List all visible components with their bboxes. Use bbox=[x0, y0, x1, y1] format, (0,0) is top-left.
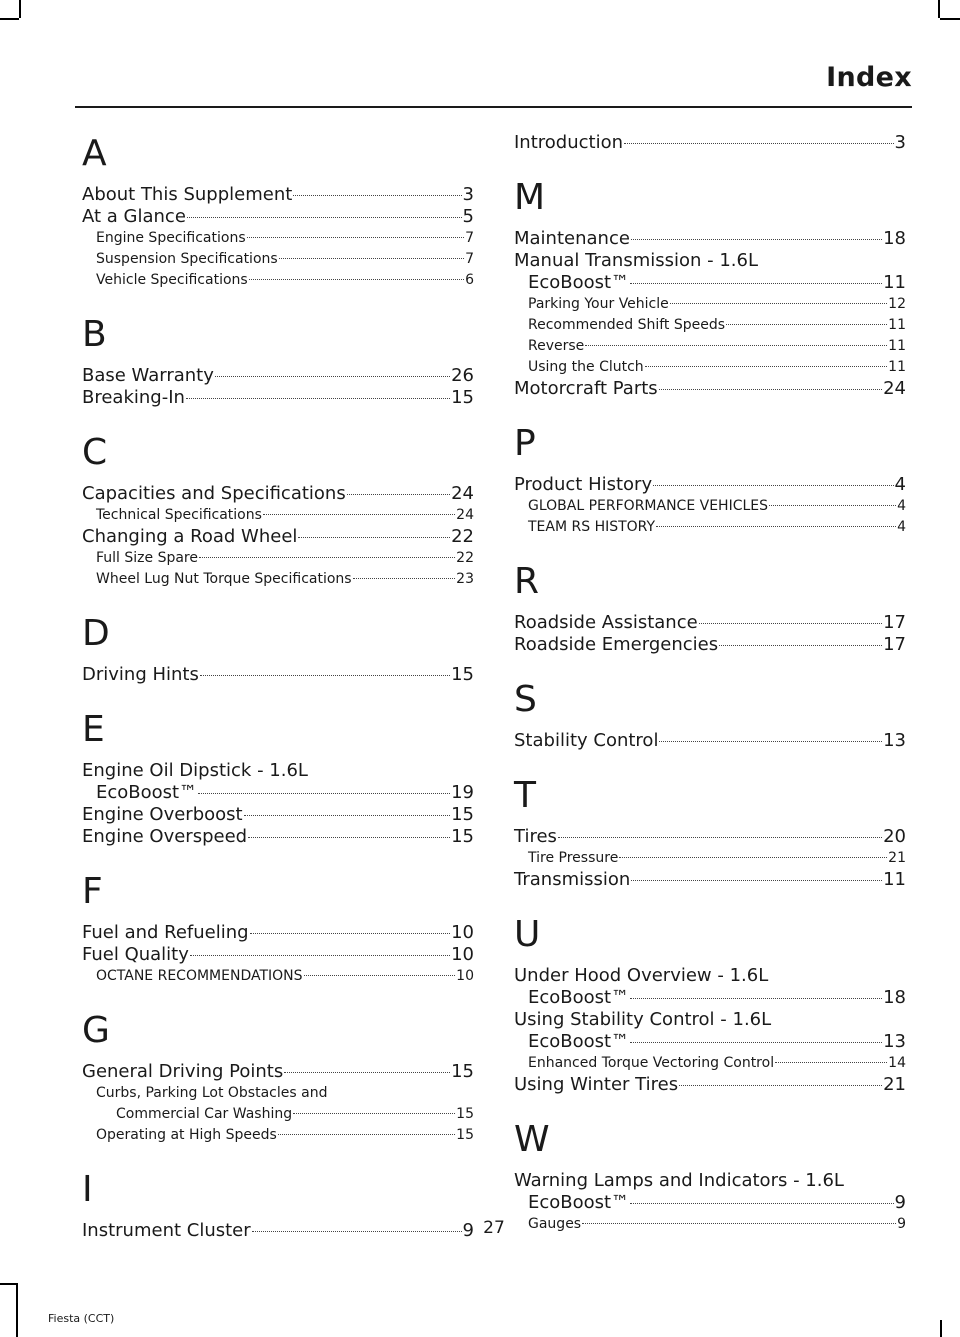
index-group bbox=[82, 1009, 474, 1146]
index-entry-text: Under Hood Overview - 1.6L bbox=[514, 965, 769, 986]
dot-leader bbox=[186, 398, 450, 399]
index-entry-text: GLOBAL PERFORMANCE VEHICLES bbox=[528, 498, 769, 514]
index-entry-continuation: EcoBoost™ bbox=[528, 1031, 630, 1052]
index-group bbox=[514, 774, 906, 891]
section-letter: W bbox=[514, 1119, 550, 1160]
index-entry-text: Engine Oil Dipstick - 1.6L bbox=[82, 760, 308, 781]
index-entry bbox=[514, 1031, 906, 1053]
index-entry-text: Engine Overboost bbox=[82, 804, 243, 825]
index-page-ref: 15 bbox=[451, 664, 474, 685]
index-page-ref: 17 bbox=[883, 612, 906, 633]
index-entry-text: Wheel Lug Nut Torque Specifications bbox=[96, 571, 352, 587]
index-entry-text: Gauges bbox=[528, 1216, 582, 1232]
index-entry-text: Warning Lamps and Indicators - 1.6L bbox=[514, 1170, 844, 1191]
dot-leader bbox=[263, 514, 455, 515]
index-page-ref: 24 bbox=[883, 378, 906, 399]
index-entry-text: Technical Specifications bbox=[96, 507, 262, 523]
index-group bbox=[514, 560, 906, 656]
index-group bbox=[514, 422, 906, 538]
index-page-ref: 11 bbox=[888, 317, 906, 333]
index-page-ref: 24 bbox=[456, 507, 474, 523]
index-page-ref: 10 bbox=[451, 944, 474, 965]
index-page-ref: 10 bbox=[451, 922, 474, 943]
index-entry-text: About This Supplement bbox=[82, 184, 293, 205]
index-entry bbox=[82, 270, 474, 291]
index-entry-text: Recommended Shift Speeds bbox=[528, 317, 726, 333]
dot-leader bbox=[670, 303, 887, 304]
index-entry bbox=[514, 1074, 906, 1096]
index-page-ref: 18 bbox=[883, 987, 906, 1008]
crop-mark bbox=[0, 18, 19, 20]
index-page-ref: 3 bbox=[462, 184, 474, 205]
dot-leader bbox=[653, 485, 893, 486]
index-entry bbox=[514, 1053, 906, 1074]
index-entry bbox=[514, 336, 906, 357]
section-letter: R bbox=[514, 561, 540, 602]
index-entry-text: Using Stability Control - 1.6L bbox=[514, 1009, 772, 1030]
index-page-ref: 7 bbox=[465, 251, 474, 267]
index-entry bbox=[82, 206, 474, 228]
section-letter: I bbox=[82, 1169, 93, 1210]
index-entry-text: Introduction bbox=[514, 132, 624, 153]
index-entry bbox=[82, 1125, 474, 1146]
index-entry-continuation: Commercial Car Washing bbox=[116, 1106, 293, 1122]
index-entry bbox=[514, 634, 906, 656]
index-entry-continuation: EcoBoost™ bbox=[528, 987, 630, 1008]
index-entry-text: Using the Clutch bbox=[528, 359, 644, 375]
index-entry bbox=[514, 496, 906, 517]
dot-leader bbox=[630, 998, 882, 999]
dot-leader bbox=[298, 537, 450, 538]
dot-leader bbox=[248, 837, 450, 838]
index-entry-text: Changing a Road Wheel bbox=[82, 526, 298, 547]
index-entry-text: Fuel and Refueling bbox=[82, 922, 249, 943]
index-page-ref: 26 bbox=[451, 365, 474, 386]
index-page-ref: 6 bbox=[465, 272, 474, 288]
index-entry bbox=[514, 294, 906, 315]
index-entry-text: Curbs, Parking Lot Obstacles and bbox=[96, 1085, 328, 1101]
dot-leader bbox=[187, 217, 462, 218]
index-column-left bbox=[82, 132, 474, 1264]
index-entry bbox=[82, 387, 474, 409]
dot-leader bbox=[645, 366, 888, 367]
index-entry bbox=[514, 987, 906, 1009]
index-page-ref: 11 bbox=[888, 359, 906, 375]
index-entry bbox=[82, 548, 474, 569]
dot-leader bbox=[656, 526, 896, 527]
index-entry bbox=[514, 517, 906, 538]
index-page-ref: 15 bbox=[451, 1061, 474, 1082]
section-letter: T bbox=[514, 775, 536, 816]
dot-leader bbox=[630, 283, 882, 284]
index-entry-text: Stability Control bbox=[514, 730, 659, 751]
index-page-ref: 22 bbox=[451, 526, 474, 547]
index-page-ref: 4 bbox=[897, 498, 906, 514]
index-page-ref: 10 bbox=[456, 968, 474, 984]
index-group bbox=[514, 132, 906, 154]
index-entry-text: Fuel Quality bbox=[82, 944, 189, 965]
index-entry bbox=[514, 848, 906, 869]
index-entry bbox=[82, 1061, 474, 1083]
crop-mark bbox=[940, 18, 960, 20]
index-entry-text: At a Glance bbox=[82, 206, 186, 227]
dot-leader bbox=[249, 279, 464, 280]
index-page-ref: 11 bbox=[888, 338, 906, 354]
section-letter: S bbox=[514, 679, 537, 720]
index-group bbox=[82, 870, 474, 987]
index-entry-text: Full Size Spare bbox=[96, 550, 198, 566]
dot-leader bbox=[244, 815, 451, 816]
index-page-ref: 24 bbox=[451, 483, 474, 504]
index-entry-text: Operating at High Speeds bbox=[96, 1127, 277, 1143]
page-number: 27 bbox=[483, 1218, 505, 1238]
index-entry bbox=[514, 132, 906, 154]
index-entry-text: Parking Your Vehicle bbox=[528, 296, 669, 312]
section-letter: C bbox=[82, 432, 108, 473]
index-entry bbox=[82, 365, 474, 387]
index-entry-text: Driving Hints bbox=[82, 664, 199, 685]
index-entry-text: Reverse bbox=[528, 338, 585, 354]
index-entry bbox=[514, 869, 906, 891]
index-page-ref: 14 bbox=[888, 1055, 906, 1071]
dot-leader bbox=[726, 324, 887, 325]
dot-leader bbox=[659, 741, 882, 742]
dot-leader bbox=[719, 645, 882, 646]
index-group bbox=[82, 132, 474, 291]
dot-leader bbox=[558, 837, 882, 838]
dot-leader bbox=[619, 857, 887, 858]
page-title: Index bbox=[826, 62, 912, 93]
index-column-right bbox=[514, 132, 906, 1257]
index-group bbox=[514, 176, 906, 400]
index-page-ref: 22 bbox=[456, 550, 474, 566]
index-entry-text: Vehicle Specifications bbox=[96, 272, 248, 288]
index-page-ref: 15 bbox=[456, 1127, 474, 1143]
index-entry bbox=[82, 826, 474, 848]
crop-mark bbox=[16, 1283, 18, 1337]
index-entry-text: Capacities and Specifications bbox=[82, 483, 346, 504]
index-page-ref: 9 bbox=[894, 1192, 906, 1213]
section-letter: A bbox=[82, 133, 107, 174]
index-entry bbox=[82, 664, 474, 686]
dot-leader bbox=[659, 389, 882, 390]
index-entry bbox=[82, 526, 474, 548]
dot-leader bbox=[699, 623, 882, 624]
index-entry bbox=[514, 272, 906, 294]
dot-leader bbox=[304, 975, 456, 976]
index-group bbox=[514, 913, 906, 1096]
index-entry-text: Tires bbox=[514, 826, 557, 847]
dot-leader bbox=[624, 143, 894, 144]
index-entry-text: Roadside Assistance bbox=[514, 612, 698, 633]
index-entry-text: Breaking-In bbox=[82, 387, 185, 408]
section-letter: B bbox=[82, 314, 107, 355]
title-rule bbox=[75, 106, 912, 108]
index-page-ref: 15 bbox=[451, 804, 474, 825]
dot-leader bbox=[250, 933, 451, 934]
index-page-ref: 21 bbox=[888, 850, 906, 866]
index-group bbox=[82, 612, 474, 686]
dot-leader bbox=[198, 793, 450, 794]
index-page-ref: 5 bbox=[462, 206, 474, 227]
index-entry bbox=[514, 474, 906, 496]
index-group bbox=[514, 678, 906, 752]
index-entry bbox=[514, 228, 906, 250]
index-page-ref: 21 bbox=[883, 1074, 906, 1095]
dot-leader bbox=[353, 578, 456, 579]
index-entry-continuation: EcoBoost™ bbox=[528, 1192, 630, 1213]
index-entry-text: Base Warranty bbox=[82, 365, 214, 386]
crop-mark bbox=[940, 1320, 942, 1337]
index-entry bbox=[514, 357, 906, 378]
dot-leader bbox=[679, 1085, 882, 1086]
index-entry-text: Manual Transmission - 1.6L bbox=[514, 250, 759, 271]
index-page-ref: 3 bbox=[894, 132, 906, 153]
index-entry-text: Suspension Specifications bbox=[96, 251, 278, 267]
index-entry-text: Engine Overspeed bbox=[82, 826, 248, 847]
index-entry-text: Tire Pressure bbox=[528, 850, 619, 866]
dot-leader bbox=[775, 1062, 887, 1063]
index-page-ref: 4 bbox=[897, 519, 906, 535]
dot-leader bbox=[630, 1203, 893, 1204]
dot-leader bbox=[293, 1113, 455, 1114]
crop-mark bbox=[19, 0, 21, 18]
dot-leader bbox=[279, 258, 464, 259]
index-group bbox=[82, 431, 474, 590]
dot-leader bbox=[631, 880, 882, 881]
dot-leader bbox=[769, 505, 896, 506]
index-entry-text: Enhanced Torque Vectoring Control bbox=[528, 1055, 775, 1071]
index-group bbox=[82, 313, 474, 409]
index-entry bbox=[82, 782, 474, 804]
index-entry bbox=[82, 505, 474, 526]
index-page-ref: 7 bbox=[465, 230, 474, 246]
dot-leader bbox=[200, 675, 450, 676]
index-page-ref: 17 bbox=[883, 634, 906, 655]
index-entry-text: Transmission bbox=[514, 869, 631, 890]
index-entry-text: Engine Specifications bbox=[96, 230, 246, 246]
dot-leader bbox=[631, 239, 882, 240]
dot-leader bbox=[293, 195, 461, 196]
index-page-ref: 15 bbox=[451, 387, 474, 408]
index-entry-text: General Driving Points bbox=[82, 1061, 284, 1082]
index-entry-text: Motorcraft Parts bbox=[514, 378, 658, 399]
index-entry bbox=[514, 378, 906, 400]
section-letter: E bbox=[82, 709, 105, 750]
index-page-ref: 13 bbox=[883, 730, 906, 751]
index-page-ref: 20 bbox=[883, 826, 906, 847]
index-entry-text: Roadside Emergencies bbox=[514, 634, 719, 655]
crop-mark bbox=[938, 0, 940, 18]
index-entry-text: Instrument Cluster bbox=[82, 1220, 251, 1241]
index-entry-text: OCTANE RECOMMENDATIONS bbox=[96, 968, 303, 984]
index-page-ref: 9 bbox=[897, 1216, 906, 1232]
dot-leader bbox=[247, 237, 464, 238]
index-page-ref: 23 bbox=[456, 571, 474, 587]
index-page-ref: 15 bbox=[451, 826, 474, 847]
index-page-ref: 11 bbox=[883, 272, 906, 293]
index-entry bbox=[82, 184, 474, 206]
index-entry bbox=[514, 315, 906, 336]
index-entry bbox=[82, 569, 474, 590]
index-entry bbox=[82, 1104, 474, 1125]
dot-leader bbox=[347, 494, 450, 495]
dot-leader bbox=[190, 955, 450, 956]
dot-leader bbox=[199, 557, 455, 558]
index-entry bbox=[514, 1192, 906, 1214]
index-page-ref: 11 bbox=[883, 869, 906, 890]
index-entry bbox=[514, 612, 906, 634]
index-entry-text: Using Winter Tires bbox=[514, 1074, 679, 1095]
dot-leader bbox=[630, 1042, 882, 1043]
index-entry bbox=[82, 922, 474, 944]
index-entry bbox=[82, 249, 474, 270]
section-letter: D bbox=[82, 613, 110, 654]
section-letter: P bbox=[514, 423, 536, 464]
section-letter: F bbox=[82, 871, 103, 912]
section-letter: M bbox=[514, 177, 546, 218]
index-entry-continuation: EcoBoost™ bbox=[528, 272, 630, 293]
index-entry bbox=[82, 966, 474, 987]
index-entry bbox=[514, 826, 906, 848]
index-entry bbox=[82, 483, 474, 505]
index-entry bbox=[82, 944, 474, 966]
index-entry bbox=[82, 804, 474, 826]
index-page-ref: 4 bbox=[894, 474, 906, 495]
dot-leader bbox=[278, 1134, 455, 1135]
dot-leader bbox=[585, 345, 887, 346]
index-page-ref: 15 bbox=[456, 1106, 474, 1122]
index-entry bbox=[82, 228, 474, 249]
index-entry-continuation: EcoBoost™ bbox=[96, 782, 198, 803]
section-letter: U bbox=[514, 914, 541, 955]
index-entry-text: Maintenance bbox=[514, 228, 630, 249]
index-entry bbox=[514, 730, 906, 752]
index-entry-text: TEAM RS HISTORY bbox=[528, 519, 656, 535]
index-page-ref: 19 bbox=[451, 782, 474, 803]
index-group bbox=[82, 708, 474, 848]
index-entry-text: Product History bbox=[514, 474, 653, 495]
index-page-ref: 13 bbox=[883, 1031, 906, 1052]
index-page-ref: 9 bbox=[462, 1220, 474, 1241]
index-page-ref: 12 bbox=[888, 296, 906, 312]
dot-leader bbox=[284, 1072, 450, 1073]
dot-leader bbox=[215, 376, 450, 377]
index-page-ref: 18 bbox=[883, 228, 906, 249]
model-label: Fiesta (CCT) bbox=[48, 1312, 115, 1325]
section-letter: G bbox=[82, 1010, 110, 1051]
